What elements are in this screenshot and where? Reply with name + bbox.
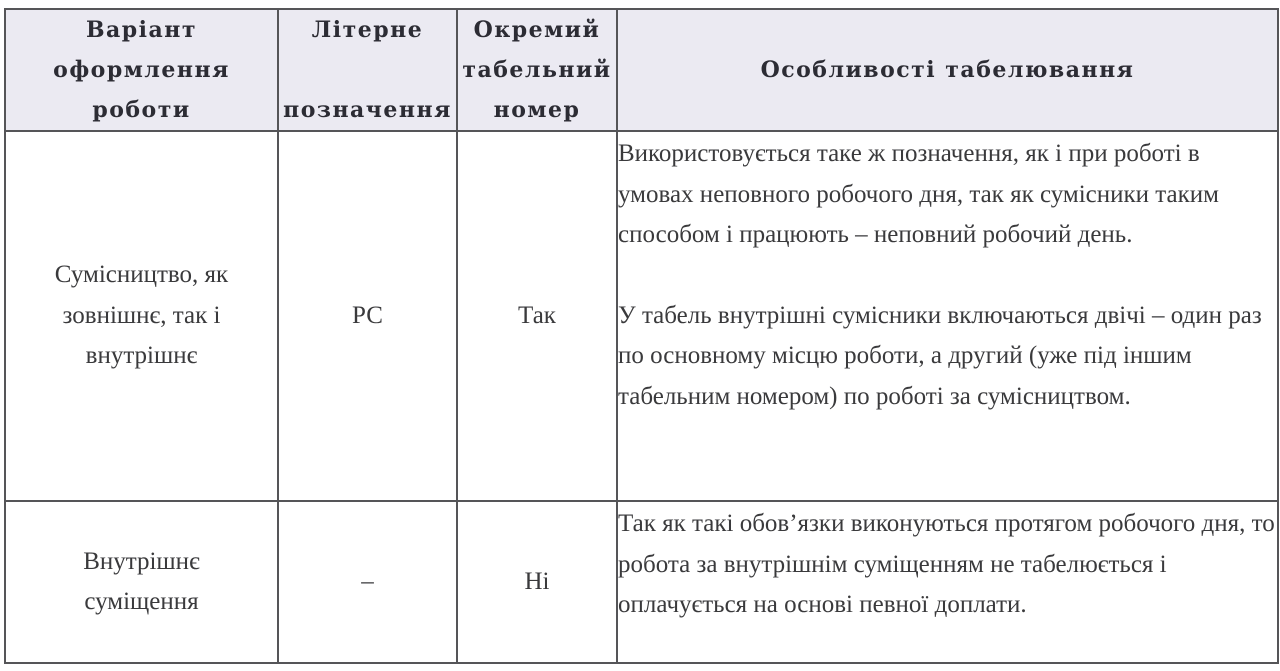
header-notes-label: Особливості табелювання (760, 57, 1135, 83)
cell-letter: РС (278, 131, 457, 501)
cell-variant-text: Сумісництво, як зовнішнє, так і внутрішнє (54, 261, 229, 370)
header-letter-line2: позначення (283, 97, 452, 123)
header-letter (278, 9, 457, 131)
notes-paragraph: У табель внутрішні сумісники включаються двічі – один раз по основному місцю роботи, а другий (уже під іншим табельним номером) по роботі за сумісництвом. (618, 301, 1262, 410)
header-row (5, 9, 1278, 131)
header-letter-wrap (279, 10, 456, 130)
table-row (5, 131, 1278, 501)
cell-separate-number: Ні (457, 501, 617, 663)
cell-notes (617, 501, 1278, 663)
cell-variant (5, 501, 278, 663)
table-row (5, 501, 1278, 663)
notes-paragraph: Використовується таке ж позначення, як і при роботі в умовах неповного робочого дня, так як сумісники таким способом і працюють – неповний робочий день. (618, 140, 1219, 248)
cell-notes (617, 131, 1278, 501)
table-body (5, 131, 1278, 663)
header-separate-number (457, 9, 617, 131)
header-notes (617, 9, 1278, 131)
header-variant (5, 9, 278, 131)
header-separate-number-label: Окремий табельний номер (462, 17, 612, 123)
table-header (5, 9, 1278, 131)
notes-paragraph: Так як такі обов’язки виконуються протягом робочого дня, то робота за внутрішнім суміщенням не табелюється і оплачується на основі певної доплати. (618, 510, 1275, 618)
header-letter-line1: Літерне (311, 17, 424, 43)
cell-variant-text: Внутрішнє суміщення (83, 547, 200, 615)
cell-separate-number: Так (457, 131, 617, 501)
cell-variant (5, 131, 278, 501)
header-variant-label: Варіант оформлення роботи (53, 17, 230, 123)
timesheet-table (4, 8, 1279, 664)
cell-letter: – (278, 501, 457, 663)
